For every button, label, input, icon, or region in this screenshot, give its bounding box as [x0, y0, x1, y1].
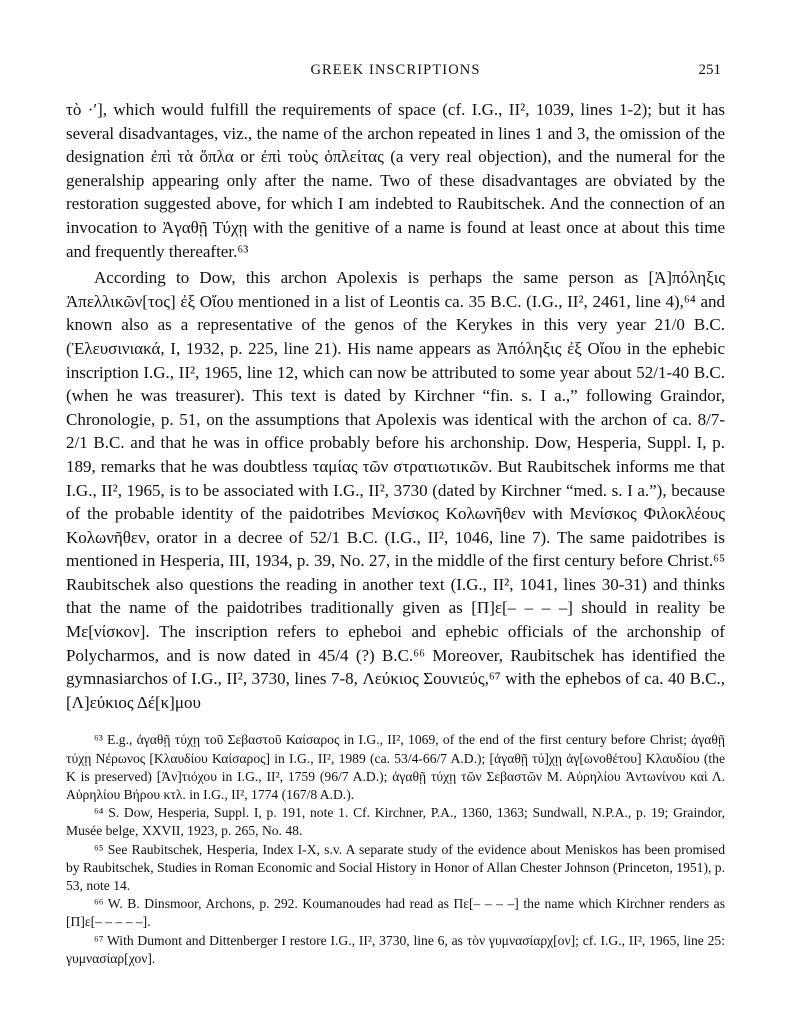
- body-paragraph-2: According to Dow, this archon Apolexis is perhaps the same person as [Ἀ]πόληξις Ἀπελλικῶν[τος] ἐξ Οἴου mentioned in a list of Leontis ca. 35 B.C. (I.G., II², 2461, line 4),⁶⁴ and known also as a representative of the genos of the Kerykes in this very year 21/0 B.C. (Ἐλευσινιακά, I, 1932, p. 225, line 21). His name appears as Ἀπόληξις ἐξ Οἴου in the ephebic inscription I.G., II², 1965, line 12, which can now be attributed to some year about 52/1-40 B.C. (when he was treasurer). This text is dated by Kirchner “fin. s. I a.,” following Graindor, Chronologie, p. 51, on the assumptions that Apolexis was identical with the archon of ca. 8/7-2/1 B.C. and that he was in office probably before his archonship. Dow, Hesperia, Suppl. I, p. 189, remarks that he was doubtless ταμίας τῶν στρατιωτικῶν. But Raubitschek informs me that I.G., II², 1965, is to be associated with I.G., II², 3730 (dated by Kirchner “med. s. I a.”), because of the probable identity of the paidotribes Μενίσκος Κολωνῆθεν with Μενίσκος Φιλοκλέους Κολωνῆθεν, orator in a decree of 52/1 B.C. (I.G., II², 1046, line 7). The same paidotribes is mentioned in Hesperia, III, 1934, p. 39, No. 27, in the middle of the first century before Christ.⁶⁵ Raubitschek also questions the reading in another text (I.G., II², 1041, lines 30-31) and thinks that the name of the paidotribes traditionally given as [Π]ε[– – – –] should in reality be Με[νίσκον]. The inscription refers to epheboi and ephebic officials of the archonship of Polycharmos, and is now dated in 45/4 (?) B.C.⁶⁶ Moreover, Raubitschek has identified the gymnasiarchos of I.G., II², 3730, lines 7-8, Λεύκιος Σουνιεύς,⁶⁷ with the ephebos of ca. 40 B.C., [Λ]εύκιος Δέ[κ]μου: [66, 268, 725, 712]
- footnote-63: ⁶³ E.g., ἀγαθῇ τύχῃ τοῦ Σεβαστοῦ Καίσαρος in I.G., II², 1069, of the end of the first century before Christ; ἀγαθῇ τύχῃ Νέρωνος [Κλαυδίου Καίσαρος] in I.G., II², 1989 (ca. 53/4-66/7 A.D.); [ἀγαθῇ τύ]χῃ ἀγ[ωνοθέτου] Κλαυδίου (the K is preserved) [Ἀν]τιόχου in I.G., II², 1759 (96/7 A.D.); ἀγαθῇ τύχῃ τῶν Σεβαστῶν Μ. Αὐρηλίου Ἀντωνίνου καὶ Λ. Αὐρηλίου Βήρου κτλ. in I.G., II², 1774 (167/8 A.D.).: [66, 732, 725, 803]
- footnote-66: ⁶⁶ W. B. Dinsmoor, Archons, p. 292. Koumanoudes had read as Πε[– – – –] the name which Kirchner renders as [Π]ε[– – – – –].: [66, 896, 725, 930]
- footnote-67: ⁶⁷ With Dumont and Dittenberger I restore I.G., II², 3730, line 6, as τὸν γυμνασίαρχ[ον]; cf. I.G., II², 1965, line 25: γυμνασίαρ[χον].: [66, 932, 725, 966]
- body-paragraph-1: τὸ ·′], which would fulfill the requirements of space (cf. I.G., II², 1039, lines 1-2); but it has several disadvantages, viz., the name of the archon repeated in lines 1 and 3, the omission of the designation ἐπὶ τὰ ὅπλα or ἐπὶ τοὺς ὁπλείτας (a very real objection), and the numeral for the generalship appearing only after the name. Two of these disadvantages are obviated by the restoration suggested above, for which I am indebted to Raubitschek. And the connection of an invocation to Ἀγαθῇ Τύχῃ with the genitive of a name is found at least once at about this time and frequently thereafter.⁶³: [66, 100, 725, 261]
- running-head-title: GREEK INSCRIPTIONS: [310, 62, 481, 78]
- footnote-64: ⁶⁴ S. Dow, Hesperia, Suppl. I, p. 191, note 1. Cf. Kirchner, P.A., 1360, 1363; Sundwall, N.P.A., p. 19; Graindor, Musée belge, XXVII, 1923, p. 265, No. 48.: [66, 805, 725, 839]
- footnotes: [66, 731, 725, 968]
- running-head: [66, 62, 725, 86]
- footnote-65: ⁶⁵ See Raubitschek, Hesperia, Index I-X, s.v. A separate study of the evidence about Meniskos has been promised by Raubitschek, Studies in Roman Economic and Social History in Honor of Allan Chester Johnson (Princeton, 1951), p. 53, note 14.: [66, 841, 725, 894]
- body-text: [66, 98, 725, 714]
- page-number: 251: [698, 62, 721, 78]
